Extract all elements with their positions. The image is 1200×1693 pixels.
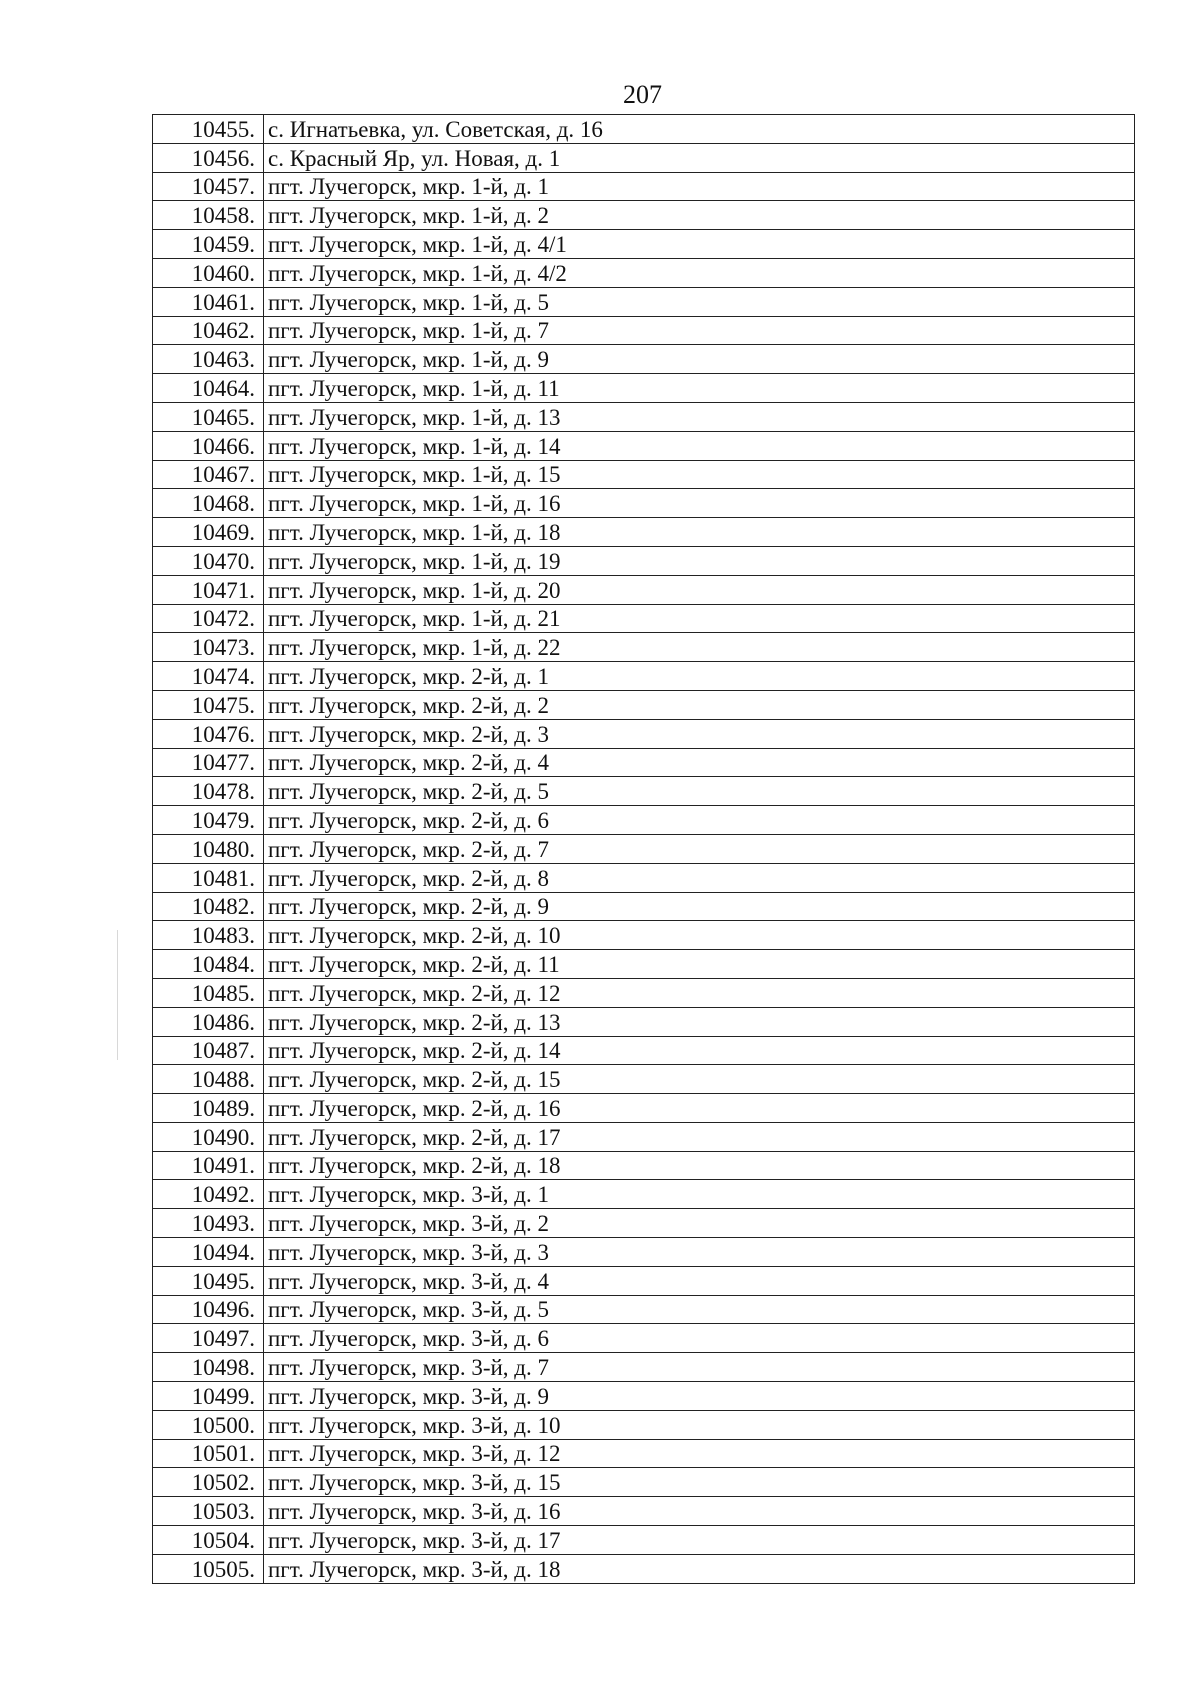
address-cell: пгт. Лучегорск, мкр. 2-й, д. 5 <box>264 777 1135 806</box>
table-row <box>153 1180 1135 1209</box>
row-number-cell: 10478. <box>153 777 264 806</box>
address-cell: пгт. Лучегорск, мкр. 3-й, д. 9 <box>264 1382 1135 1411</box>
row-number-cell: 10460. <box>153 258 264 287</box>
table-row <box>153 1497 1135 1526</box>
page-number: 207 <box>623 80 662 109</box>
table-row <box>153 892 1135 921</box>
table-row <box>153 834 1135 863</box>
table-row <box>153 1122 1135 1151</box>
table-row <box>153 1007 1135 1036</box>
row-number-cell: 10477. <box>153 748 264 777</box>
table-row <box>153 921 1135 950</box>
row-number-cell: 10463. <box>153 345 264 374</box>
row-number-cell: 10475. <box>153 690 264 719</box>
address-cell: пгт. Лучегорск, мкр. 3-й, д. 16 <box>264 1497 1135 1526</box>
address-cell: пгт. Лучегорск, мкр. 1-й, д. 20 <box>264 575 1135 604</box>
address-cell: пгт. Лучегорск, мкр. 1-й, д. 22 <box>264 633 1135 662</box>
row-number-cell: 10467. <box>153 460 264 489</box>
table-row <box>153 115 1135 144</box>
row-number-cell: 10461. <box>153 287 264 316</box>
table-row <box>153 316 1135 345</box>
address-cell: пгт. Лучегорск, мкр. 1-й, д. 4/2 <box>264 258 1135 287</box>
row-number-cell: 10457. <box>153 172 264 201</box>
row-number-cell: 10464. <box>153 374 264 403</box>
row-number-cell: 10491. <box>153 1151 264 1180</box>
address-cell: пгт. Лучегорск, мкр. 2-й, д. 10 <box>264 921 1135 950</box>
address-cell: пгт. Лучегорск, мкр. 1-й, д. 2 <box>264 201 1135 230</box>
registry-table-body <box>153 115 1135 1584</box>
table-row <box>153 172 1135 201</box>
table-row <box>153 546 1135 575</box>
table-row <box>153 950 1135 979</box>
row-number-cell: 10488. <box>153 1065 264 1094</box>
table-row <box>153 230 1135 259</box>
row-number-cell: 10456. <box>153 143 264 172</box>
table-row <box>153 1266 1135 1295</box>
table-row <box>153 345 1135 374</box>
table-row <box>153 1353 1135 1382</box>
row-number-cell: 10484. <box>153 950 264 979</box>
address-cell: пгт. Лучегорск, мкр. 2-й, д. 3 <box>264 719 1135 748</box>
row-number-cell: 10504. <box>153 1526 264 1555</box>
row-number-cell: 10486. <box>153 1007 264 1036</box>
row-number-cell: 10470. <box>153 546 264 575</box>
table-row <box>153 1295 1135 1324</box>
row-number-cell: 10482. <box>153 892 264 921</box>
table-row <box>153 1209 1135 1238</box>
row-number-cell: 10492. <box>153 1180 264 1209</box>
row-number-cell: 10465. <box>153 402 264 431</box>
address-cell: пгт. Лучегорск, мкр. 1-й, д. 13 <box>264 402 1135 431</box>
table-row <box>153 662 1135 691</box>
table-row <box>153 1468 1135 1497</box>
table-row <box>153 1526 1135 1555</box>
address-cell: пгт. Лучегорск, мкр. 3-й, д. 10 <box>264 1410 1135 1439</box>
address-cell: пгт. Лучегорск, мкр. 2-й, д. 1 <box>264 662 1135 691</box>
table-row <box>153 748 1135 777</box>
row-number-cell: 10501. <box>153 1439 264 1468</box>
row-number-cell: 10498. <box>153 1353 264 1382</box>
table-row <box>153 1065 1135 1094</box>
registry-table-container <box>152 114 1135 1584</box>
row-number-cell: 10499. <box>153 1382 264 1411</box>
address-cell: пгт. Лучегорск, мкр. 1-й, д. 18 <box>264 518 1135 547</box>
row-number-cell: 10485. <box>153 978 264 1007</box>
address-cell: пгт. Лучегорск, мкр. 2-й, д. 11 <box>264 950 1135 979</box>
row-number-cell: 10476. <box>153 719 264 748</box>
row-number-cell: 10471. <box>153 575 264 604</box>
address-cell: пгт. Лучегорск, мкр. 2-й, д. 18 <box>264 1151 1135 1180</box>
address-cell: с. Игнатьевка, ул. Советская, д. 16 <box>264 115 1135 144</box>
row-number-cell: 10459. <box>153 230 264 259</box>
table-row <box>153 1151 1135 1180</box>
address-cell: пгт. Лучегорск, мкр. 3-й, д. 18 <box>264 1554 1135 1583</box>
table-row <box>153 777 1135 806</box>
row-number-cell: 10469. <box>153 518 264 547</box>
address-cell: пгт. Лучегорск, мкр. 3-й, д. 7 <box>264 1353 1135 1382</box>
table-row <box>153 201 1135 230</box>
address-cell: с. Красный Яр, ул. Новая, д. 1 <box>264 143 1135 172</box>
address-cell: пгт. Лучегорск, мкр. 2-й, д. 7 <box>264 834 1135 863</box>
row-number-cell: 10489. <box>153 1094 264 1123</box>
row-number-cell: 10493. <box>153 1209 264 1238</box>
row-number-cell: 10500. <box>153 1410 264 1439</box>
table-row <box>153 460 1135 489</box>
table-row <box>153 1238 1135 1267</box>
address-cell: пгт. Лучегорск, мкр. 1-й, д. 21 <box>264 604 1135 633</box>
row-number-cell: 10487. <box>153 1036 264 1065</box>
row-number-cell: 10472. <box>153 604 264 633</box>
table-row <box>153 1410 1135 1439</box>
table-row <box>153 287 1135 316</box>
row-number-cell: 10505. <box>153 1554 264 1583</box>
table-row <box>153 518 1135 547</box>
table-row <box>153 690 1135 719</box>
table-row <box>153 1439 1135 1468</box>
row-number-cell: 10479. <box>153 806 264 835</box>
address-cell: пгт. Лучегорск, мкр. 3-й, д. 3 <box>264 1238 1135 1267</box>
address-cell: пгт. Лучегорск, мкр. 1-й, д. 16 <box>264 489 1135 518</box>
address-cell: пгт. Лучегорск, мкр. 2-й, д. 14 <box>264 1036 1135 1065</box>
table-row <box>153 1554 1135 1583</box>
address-cell: пгт. Лучегорск, мкр. 2-й, д. 9 <box>264 892 1135 921</box>
row-number-cell: 10455. <box>153 115 264 144</box>
address-cell: пгт. Лучегорск, мкр. 1-й, д. 1 <box>264 172 1135 201</box>
address-cell: пгт. Лучегорск, мкр. 3-й, д. 17 <box>264 1526 1135 1555</box>
address-cell: пгт. Лучегорск, мкр. 2-й, д. 6 <box>264 806 1135 835</box>
table-row <box>153 719 1135 748</box>
address-cell: пгт. Лучегорск, мкр. 2-й, д. 2 <box>264 690 1135 719</box>
row-number-cell: 10503. <box>153 1497 264 1526</box>
table-row <box>153 863 1135 892</box>
row-number-cell: 10462. <box>153 316 264 345</box>
table-row <box>153 258 1135 287</box>
address-cell: пгт. Лучегорск, мкр. 1-й, д. 11 <box>264 374 1135 403</box>
table-row <box>153 374 1135 403</box>
row-number-cell: 10458. <box>153 201 264 230</box>
address-cell: пгт. Лучегорск, мкр. 3-й, д. 12 <box>264 1439 1135 1468</box>
address-cell: пгт. Лучегорск, мкр. 2-й, д. 4 <box>264 748 1135 777</box>
scan-margin-line <box>117 930 118 1060</box>
address-cell: пгт. Лучегорск, мкр. 3-й, д. 2 <box>264 1209 1135 1238</box>
address-cell: пгт. Лучегорск, мкр. 1-й, д. 14 <box>264 431 1135 460</box>
address-cell: пгт. Лучегорск, мкр. 1-й, д. 9 <box>264 345 1135 374</box>
row-number-cell: 10494. <box>153 1238 264 1267</box>
row-number-cell: 10474. <box>153 662 264 691</box>
address-cell: пгт. Лучегорск, мкр. 1-й, д. 5 <box>264 287 1135 316</box>
row-number-cell: 10497. <box>153 1324 264 1353</box>
row-number-cell: 10473. <box>153 633 264 662</box>
address-cell: пгт. Лучегорск, мкр. 1-й, д. 4/1 <box>264 230 1135 259</box>
table-row <box>153 402 1135 431</box>
address-cell: пгт. Лучегорск, мкр. 1-й, д. 7 <box>264 316 1135 345</box>
table-row <box>153 633 1135 662</box>
address-cell: пгт. Лучегорск, мкр. 3-й, д. 4 <box>264 1266 1135 1295</box>
address-cell: пгт. Лучегорск, мкр. 3-й, д. 1 <box>264 1180 1135 1209</box>
address-cell: пгт. Лучегорск, мкр. 3-й, д. 15 <box>264 1468 1135 1497</box>
table-row <box>153 431 1135 460</box>
row-number-cell: 10490. <box>153 1122 264 1151</box>
address-cell: пгт. Лучегорск, мкр. 2-й, д. 16 <box>264 1094 1135 1123</box>
address-cell: пгт. Лучегорск, мкр. 2-й, д. 13 <box>264 1007 1135 1036</box>
row-number-cell: 10496. <box>153 1295 264 1324</box>
row-number-cell: 10495. <box>153 1266 264 1295</box>
table-row <box>153 978 1135 1007</box>
table-row <box>153 1036 1135 1065</box>
address-cell: пгт. Лучегорск, мкр. 2-й, д. 15 <box>264 1065 1135 1094</box>
table-row <box>153 604 1135 633</box>
table-row <box>153 806 1135 835</box>
address-cell: пгт. Лучегорск, мкр. 1-й, д. 19 <box>264 546 1135 575</box>
address-registry-table <box>152 114 1135 1584</box>
address-cell: пгт. Лучегорск, мкр. 2-й, д. 8 <box>264 863 1135 892</box>
row-number-cell: 10502. <box>153 1468 264 1497</box>
address-cell: пгт. Лучегорск, мкр. 2-й, д. 12 <box>264 978 1135 1007</box>
address-cell: пгт. Лучегорск, мкр. 3-й, д. 6 <box>264 1324 1135 1353</box>
row-number-cell: 10466. <box>153 431 264 460</box>
address-cell: пгт. Лучегорск, мкр. 1-й, д. 15 <box>264 460 1135 489</box>
table-row <box>153 1324 1135 1353</box>
table-row <box>153 489 1135 518</box>
address-cell: пгт. Лучегорск, мкр. 2-й, д. 17 <box>264 1122 1135 1151</box>
table-row <box>153 143 1135 172</box>
row-number-cell: 10468. <box>153 489 264 518</box>
table-row <box>153 1094 1135 1123</box>
table-row <box>153 575 1135 604</box>
address-cell: пгт. Лучегорск, мкр. 3-й, д. 5 <box>264 1295 1135 1324</box>
row-number-cell: 10481. <box>153 863 264 892</box>
table-row <box>153 1382 1135 1411</box>
row-number-cell: 10483. <box>153 921 264 950</box>
row-number-cell: 10480. <box>153 834 264 863</box>
